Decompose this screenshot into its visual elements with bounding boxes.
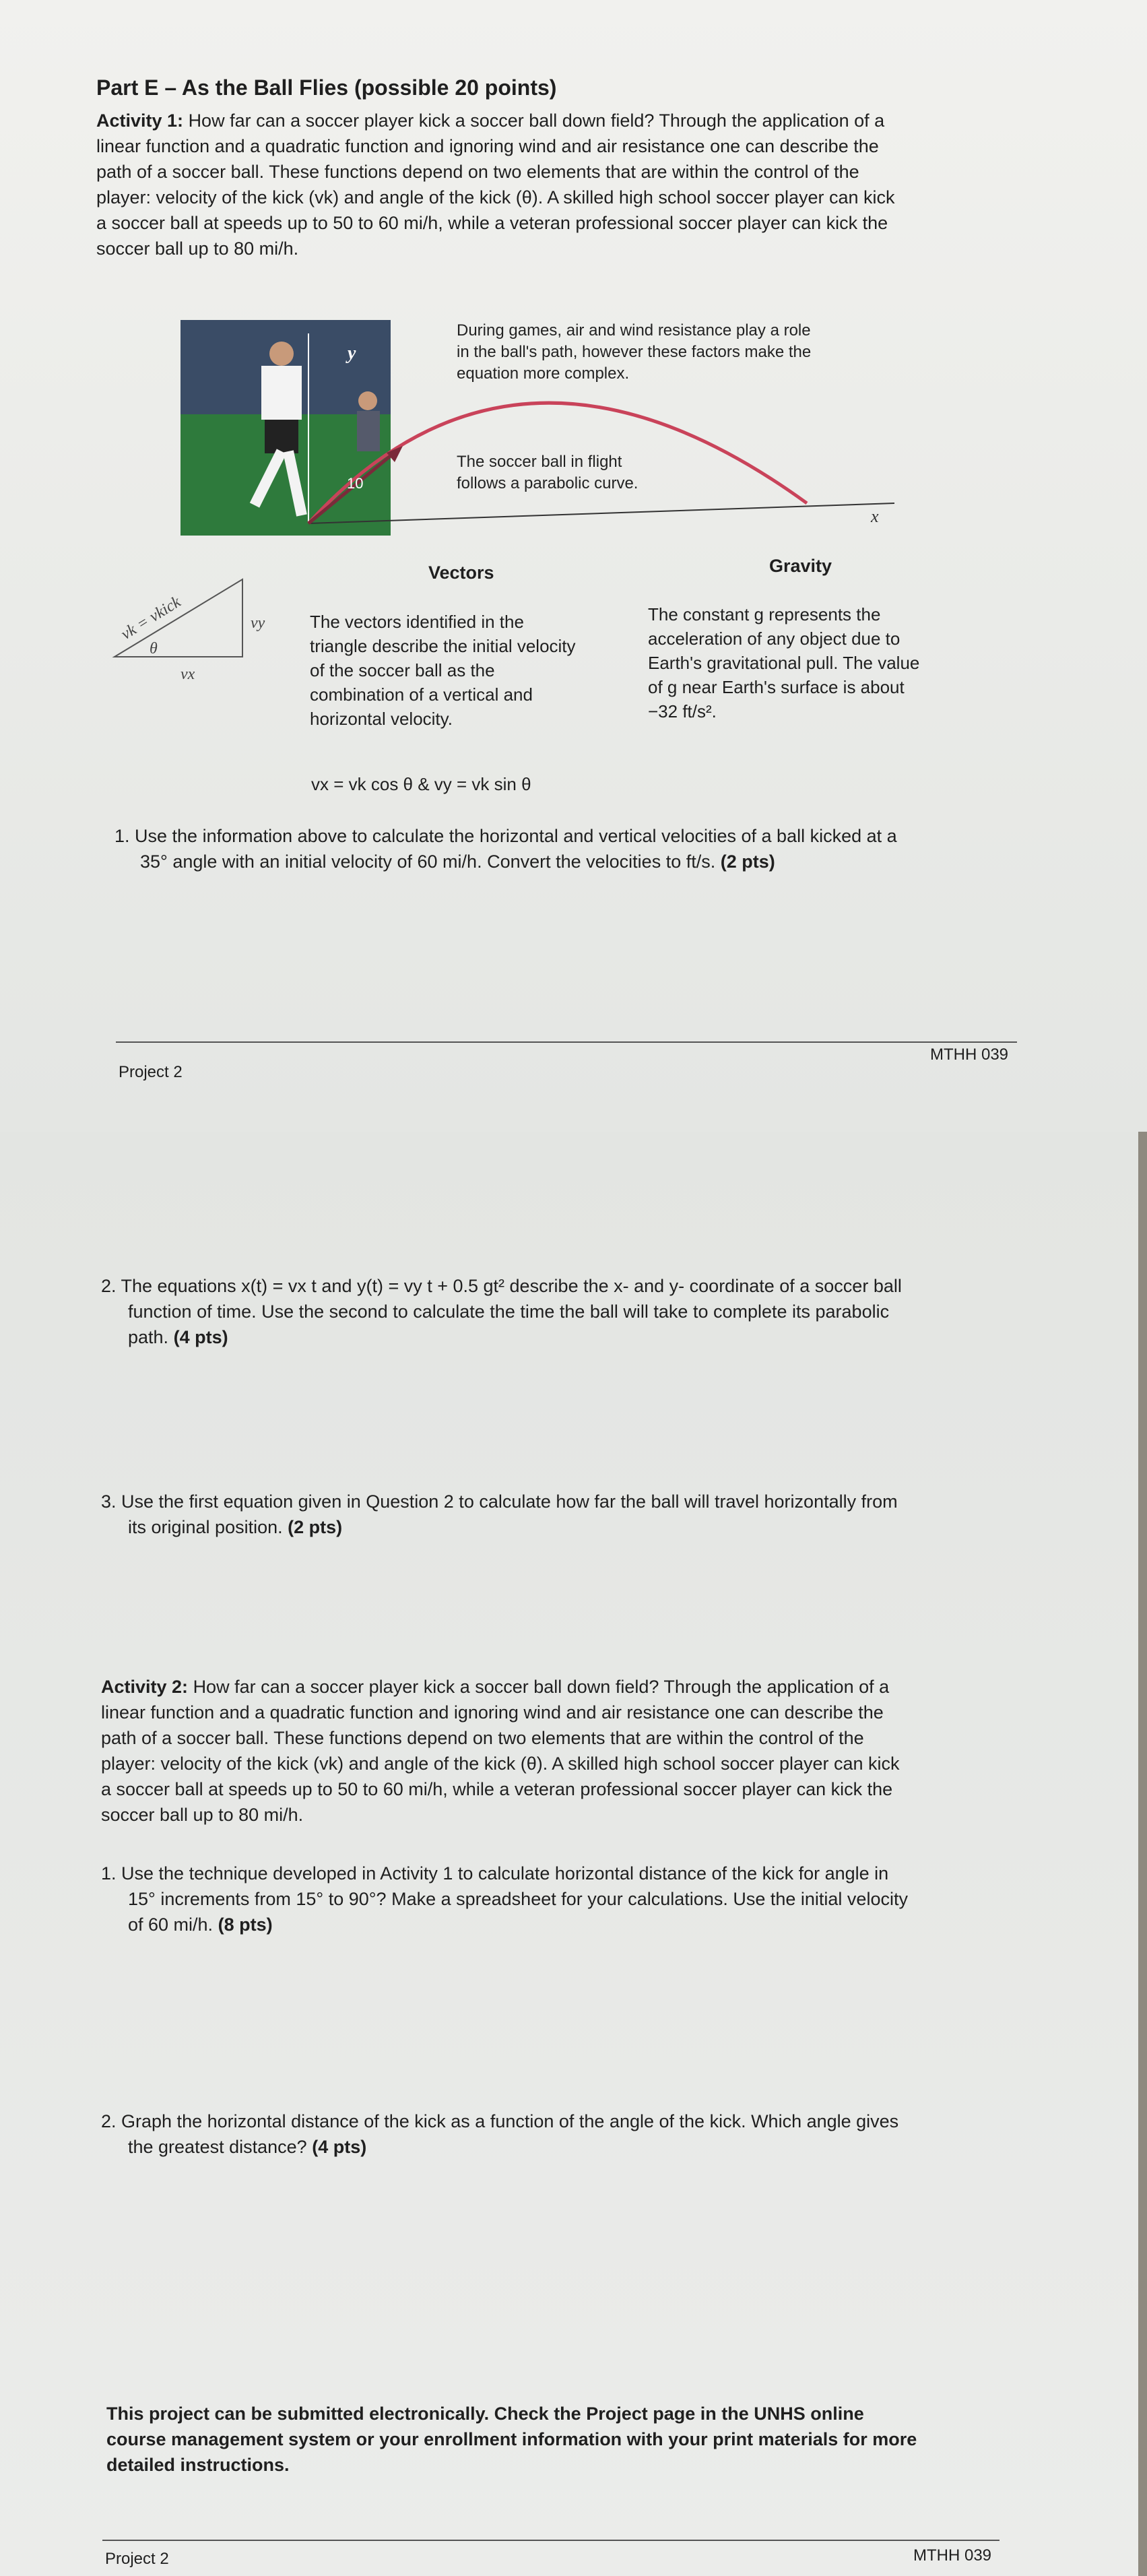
activity-1-label: Activity 1:	[96, 110, 184, 131]
caption-parabola: The soccer ball in flight follows a parabolic curve.	[457, 453, 638, 492]
vy-label: vy	[251, 614, 265, 632]
vectors-title: Vectors	[428, 562, 494, 583]
footer-left-2: Project 2	[105, 2550, 169, 2568]
page-1	[0, 0, 1147, 1132]
page-title: Part E – As the Ball Flies (possible 20 points)	[96, 75, 557, 100]
caption-top: During games, air and wind resistance play a role in the ball's path, however these factors make the equation more complex.	[457, 321, 812, 383]
footer-right-2: MTHH 039	[913, 2546, 992, 2565]
activity-2-label: Activity 2:	[101, 1677, 189, 1697]
hypotenuse-label: vk = vkick	[118, 593, 184, 644]
footer-rule	[116, 1041, 1017, 1043]
x-axis-label: x	[871, 507, 879, 526]
trajectory-figure	[181, 320, 916, 536]
vectors-text: The vectors identified in the triangle describe the initial velocity of the soccer ball as the combination of a vertical and horizontal velocity.	[310, 612, 576, 729]
velocity-formula: vx = vk cos θ & vy = vk sin θ	[311, 774, 531, 794]
theta-label: θ	[150, 640, 158, 657]
jersey-number: 10	[347, 475, 364, 492]
activity-2-question-1: 1. Use the technique developed in Activity 1 to calculate horizontal distance of the kick for angle in 15° increments from 15° to 90°? Make a spreadsheet for your calculations. Use the initial velocity of 60 mi/h. (8 pts)	[101, 1863, 908, 1935]
y-axis-label: y	[348, 343, 356, 364]
vx-label: vx	[181, 666, 195, 683]
activity-2-question-2: 2. Graph the horizontal distance of the kick as a function of the angle of the kick. Which angle gives the greatest distance? (4 pts)	[101, 2111, 899, 2157]
footer-right: MTHH 039	[930, 1045, 1009, 1064]
activity-1-text: Activity 1: How far can a soccer player kick a soccer ball down field? Through the application of a linear function and a quadratic function and ignoring wind and air resistance one can describe the path of a soccer ball. These functions depend on two elements that are within the control of the player: velocity of the kick (vk) and angle of the kick (θ). A skilled high school soccer player can kick a soccer ball at speeds up to 50 to 60 mi/h, while a veteran professional soccer player can kick the soccer ball up to 80 mi/h.	[96, 110, 895, 259]
gravity-title: Gravity	[769, 556, 832, 576]
question-3: 3. Use the first equation given in Question 2 to calculate how far the ball will travel horizontally from its original position. (2 pts)	[101, 1491, 898, 1537]
page-2	[0, 1132, 1138, 2576]
footer-rule-2	[102, 2540, 999, 2541]
question-1: 1. Use the information above to calculate the horizontal and vertical velocities of a ball kicked at a 35° angle with an initial velocity of 60 mi/h. Convert the velocities to ft/s. (2 pts)	[114, 826, 897, 872]
submission-note: This project can be submitted electronically. Check the Project page in the UNHS online course management system or your enrollment information with your print materials for more detailed instructions.	[106, 2404, 917, 2475]
question-2: 2. The equations x(t) = vx t and y(t) = vy t + 0.5 gt² describe the x- and y- coordinate of a soccer ball function of time. Use the second to calculate the time the ball will take to complete its parabolic path. (4 pts)	[101, 1276, 902, 1347]
velocity-triangle	[101, 566, 303, 694]
activity-2-text: Activity 2: How far can a soccer player kick a soccer ball down field? Through the application of a linear function and a quadratic function and ignoring wind and air resistance one can describe the path of a soccer ball. These functions depend on two elements that are within the control of the player: velocity of the kick (vk) and angle of the kick (θ). A skilled high school soccer player can kick a soccer ball at speeds up to 50 to 60 mi/h, while a veteran professional soccer player can kick the soccer ball up to 80 mi/h.	[101, 1677, 900, 1825]
gravity-text: The constant g represents the acceleration of any object due to Earth's gravitational pull. The value of g near Earth's surface is about −32 ft/s².	[648, 604, 920, 721]
footer-left: Project 2	[119, 1063, 183, 1081]
